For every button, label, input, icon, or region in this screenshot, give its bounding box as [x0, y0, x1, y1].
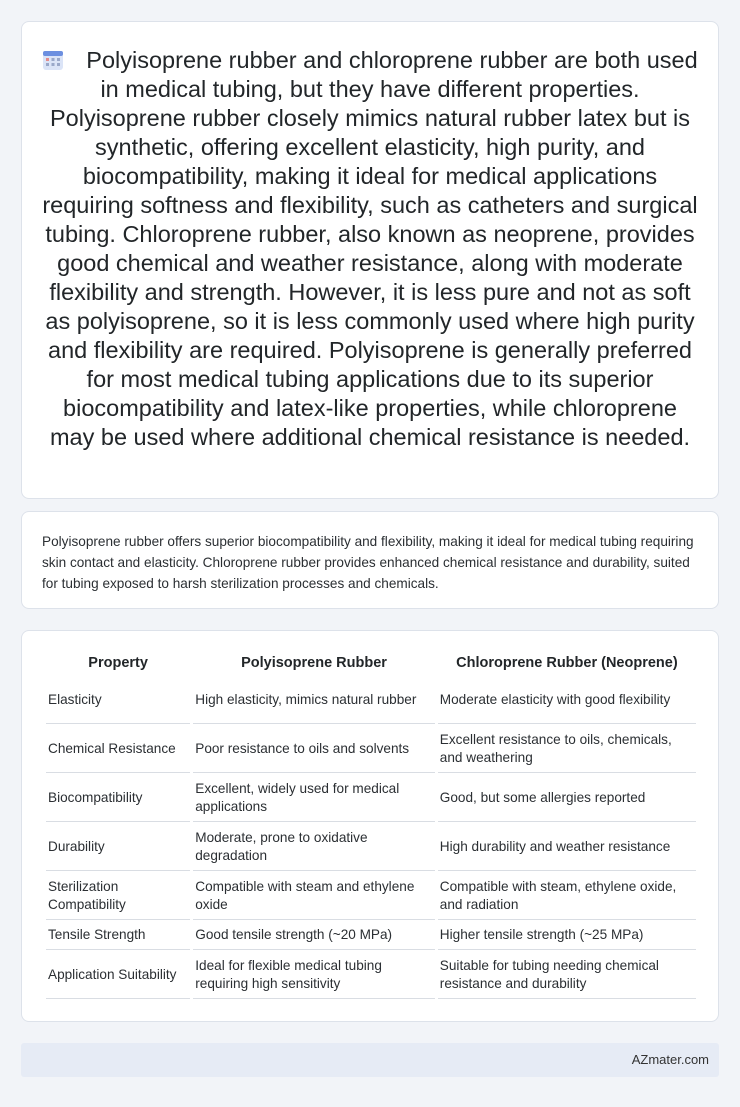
table-row — [46, 823, 696, 871]
polyisoprene-cell: Poor resistance to oils and solvents — [193, 725, 435, 773]
header-polyisoprene: Polyisoprene Rubber — [241, 655, 387, 671]
chloroprene-cell: Higher tensile strength (~25 MPa) — [438, 921, 696, 950]
property-cell: Sterilization Compatibility — [46, 872, 190, 920]
property-cell: Chemical Resistance — [46, 725, 190, 773]
property-cell: Elasticity — [46, 676, 190, 724]
property-cell: Tensile Strength — [46, 921, 190, 950]
property-cell: Durability — [46, 823, 190, 871]
chloroprene-cell: Good, but some allergies reported — [438, 774, 696, 822]
table-row — [46, 774, 696, 822]
comparison-table-card — [21, 630, 719, 1022]
answer-text: Polyisoprene rubber offers superior biocompatibility and flexibility, making it ideal for medical tubing requiring skin contact and elasticity. Chloroprene rubber provides enhanced chemical resistance and durability, suited for tubing exposed to harsh sterilization processes and chemicals. — [42, 534, 694, 591]
polyisoprene-cell: Ideal for flexible medical tubing requiring high sensitivity — [193, 951, 435, 999]
chloroprene-cell: Excellent resistance to oils, chemicals, and weathering — [438, 725, 696, 773]
question-block — [42, 46, 698, 452]
table-row — [46, 921, 696, 950]
polyisoprene-cell: High elasticity, mimics natural rubber — [193, 676, 435, 724]
polyisoprene-cell: Excellent, widely used for medical applications — [193, 774, 435, 822]
table-row — [46, 676, 696, 724]
header-property: Property — [88, 655, 148, 671]
header-chloroprene: Chloroprene Rubber (Neoprene) — [456, 655, 678, 671]
property-cell: Biocompatibility — [46, 774, 190, 822]
table-row — [46, 872, 696, 920]
polyisoprene-cell: Moderate, prone to oxidative degradation — [193, 823, 435, 871]
chloroprene-cell: High durability and weather resistance — [438, 823, 696, 871]
calendar-icon — [42, 49, 64, 71]
chloroprene-cell: Compatible with steam, ethylene oxide, and radiation — [438, 872, 696, 920]
table-header-row — [46, 651, 696, 675]
answer-card — [21, 511, 719, 609]
comparison-table — [43, 650, 699, 1000]
footer-bar — [21, 1043, 719, 1077]
table-row — [46, 725, 696, 773]
polyisoprene-cell: Compatible with steam and ethylene oxide — [193, 872, 435, 920]
polyisoprene-cell: Good tensile strength (~20 MPa) — [193, 921, 435, 950]
property-cell: Application Suitability — [46, 951, 190, 999]
question-text: Polyisoprene rubber and chloroprene rubber are both used in medical tubing, but they have different properties. Polyisoprene rubber closely mimics natural rubber latex but is synthetic, offering excellent elasticity, high purity, and biocompatibility, making it ideal for medical applications requiring softness and flexibility, such as catheters and surgical tubing. Chloroprene rubber, also known as neoprene, provides good chemical and weather resistance, along with moderate flexibility and strength. However, it is less pure and not as soft as polyisoprene, so it is less commonly used where high purity and flexibility are required. Polyisoprene is generally preferred for most medical tubing applications due to its superior biocompatibility and latex-like properties, while chloroprene may be used where additional chemical resistance is needed. — [42, 47, 698, 450]
table-row — [46, 951, 696, 999]
question-card — [21, 21, 719, 499]
chloroprene-cell: Suitable for tubing needing chemical resistance and durability — [438, 951, 696, 999]
footer-brand[interactable]: AZmater.com — [631, 1052, 709, 1067]
chloroprene-cell: Moderate elasticity with good flexibility — [438, 676, 696, 724]
